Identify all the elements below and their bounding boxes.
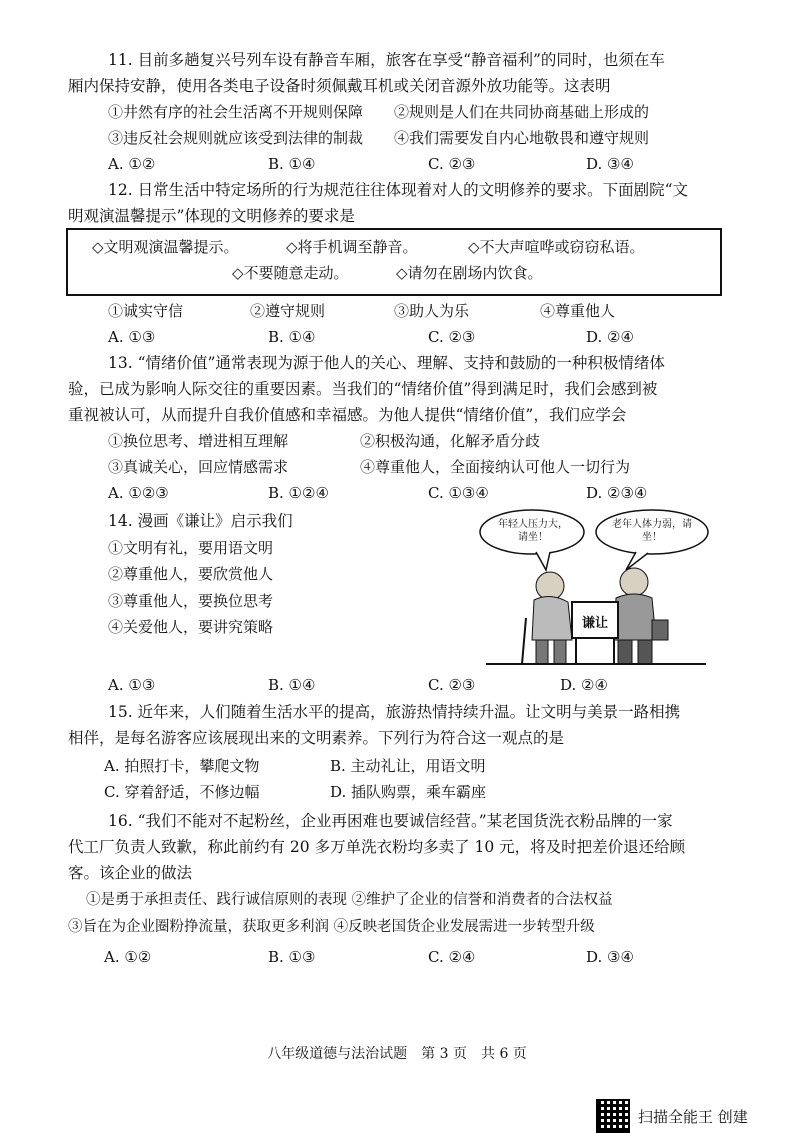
elder-speech-bubble: 老年人体力弱，请坐！ bbox=[612, 519, 692, 543]
q11-item-2: ②规则是人们在共同协商基础上形成的 bbox=[394, 103, 650, 121]
q13-option-b: B. ①②④ bbox=[268, 484, 329, 502]
q13-item-1: ①换位思考、增进相互理解 bbox=[108, 432, 289, 450]
q14-item-2: ②尊重他人，要欣赏他人 bbox=[108, 565, 274, 583]
notice-item-1: ◇文明观演温馨提示。 bbox=[92, 238, 239, 256]
q13-item-4: ④尊重他人，全面接纳认可他人一切行为 bbox=[360, 458, 631, 476]
q12-item-4: ④尊重他人 bbox=[540, 302, 616, 320]
q16-option-d: D. ③④ bbox=[586, 948, 634, 966]
scanner-watermark bbox=[596, 1099, 748, 1133]
modesty-cartoon bbox=[476, 508, 716, 668]
q13-option-c: C. ①③④ bbox=[428, 484, 489, 502]
q16-option-c: C. ②④ bbox=[428, 948, 476, 966]
q15-stem-line1: 15. 近年来，人们随着生活水平的提高，旅游热情持续升温。让文明与美景一路相携 bbox=[108, 703, 681, 721]
q15-option-c: C. 穿着舒适，不修边幅 bbox=[104, 783, 260, 801]
q12-option-b: B. ①④ bbox=[268, 328, 316, 346]
q11-option-b: B. ①④ bbox=[268, 155, 316, 173]
q12-option-c: C. ②③ bbox=[428, 328, 476, 346]
q12-stem-line1: 12. 日常生活中特定场所的行为规范往往体现着对人的文明修养的要求。下面剧院“文 bbox=[108, 181, 689, 199]
q12-option-d: D. ②④ bbox=[586, 328, 634, 346]
qr-code-icon bbox=[596, 1099, 630, 1133]
q16-option-a: A. ①② bbox=[104, 948, 152, 966]
q12-stem-line2: 明观演温馨提示”体现的文明修养的要求是 bbox=[68, 207, 355, 225]
page-footer: 八年级道德与法治试题 第 3 页 共 6 页 bbox=[267, 1046, 527, 1062]
q12-item-2: ②遵守规则 bbox=[250, 302, 326, 320]
q15-option-a: A. 拍照打卡，攀爬文物 bbox=[104, 757, 260, 775]
q13-option-a: A. ①②③ bbox=[108, 484, 169, 502]
seat-sign: 谦让 bbox=[581, 616, 608, 631]
q14-option-b: B. ①④ bbox=[268, 676, 316, 694]
q14-option-a: A. ①③ bbox=[108, 676, 156, 694]
q16-items-3-4: ③旨在为企业圈粉挣流量，获取更多利润 ④反映老国货企业发展需进一步转型升级 bbox=[68, 919, 595, 935]
q11-item-4: ④我们需要发自内心地敬畏和遵守规则 bbox=[394, 129, 650, 147]
q16-stem-line1: 16. “我们不能对不起粉丝，企业再困难也要诚信经营。”某老国货洗衣粉品牌的一家 bbox=[108, 812, 673, 830]
q11-option-d: D. ③④ bbox=[586, 155, 634, 173]
q12-item-3: ③助人为乐 bbox=[394, 302, 470, 320]
q15-option-b: B. 主动礼让，用语文明 bbox=[330, 757, 486, 775]
q14-item-3: ③尊重他人，要换位思考 bbox=[108, 592, 274, 610]
q12-item-1: ①诚实守信 bbox=[108, 302, 184, 320]
q14-item-1: ①文明有礼，要用语文明 bbox=[108, 539, 274, 557]
notice-item-3: ◇不大声喧哗或窃窃私语。 bbox=[468, 238, 645, 256]
q15-stem-line2: 相伴，是每名游客应该展现出来的文明素养。下列行为符合这一观点的是 bbox=[68, 729, 565, 747]
q14-option-d: D. ②④ bbox=[560, 676, 608, 694]
notice-item-5: ◇请勿在剧场内饮食。 bbox=[396, 264, 543, 282]
q14-item-4: ④关爱他人，要讲究策略 bbox=[108, 618, 274, 636]
scanner-label: 扫描全能王 创建 bbox=[638, 1107, 748, 1126]
q13-item-3: ③真诚关心，回应情感需求 bbox=[108, 458, 289, 476]
notice-item-4: ◇不要随意走动。 bbox=[232, 264, 349, 282]
q16-stem-line3: 客。该企业的做法 bbox=[68, 864, 193, 882]
q13-stem-line2: 验，已成为影响人际交往的重要因素。当我们的“情绪价值”得到满足时，我们会感到被 bbox=[68, 380, 658, 398]
q13-stem-line1: 13. “情绪价值”通常表现为源于他人的关心、理解、支持和鼓励的一种积极情绪体 bbox=[108, 354, 665, 372]
q13-item-2: ②积极沟通，化解矛盾分歧 bbox=[360, 432, 541, 450]
q11-option-c: C. ②③ bbox=[428, 155, 476, 173]
notice-item-2: ◇将手机调至静音。 bbox=[286, 238, 418, 256]
q14-stem: 14. 漫画《谦让》启示我们 bbox=[108, 512, 293, 530]
q14-option-c: C. ②③ bbox=[428, 676, 476, 694]
young-speech-bubble: 年轻人压力大，请坐！ bbox=[498, 519, 568, 543]
q13-option-d: D. ②③④ bbox=[586, 484, 648, 502]
q12-option-a: A. ①③ bbox=[108, 328, 156, 346]
q15-option-d: D. 插队购票，乘车霸座 bbox=[330, 783, 487, 801]
q11-item-3: ③违反社会规则就应该受到法律的制裁 bbox=[108, 129, 364, 147]
q11-option-a: A. ①② bbox=[108, 155, 156, 173]
q16-stem-line2: 代工厂负责人致歉，称此前约有 20 多万单洗衣粉均多卖了 10 元，将及时把差价退还给顾 bbox=[68, 838, 686, 856]
q11-item-1: ①井然有序的社会生活离不开规则保障 bbox=[108, 103, 364, 121]
q11-stem-line2: 厢内保持安静，使用各类电子设备时须佩戴耳机或关闭音源外放功能等。这表明 bbox=[68, 77, 611, 95]
q11-stem-line1: 11. 目前多趟复兴号列车设有静音车厢，旅客在享受“静音福利”的同时，也须在车 bbox=[108, 51, 665, 69]
q16-option-b: B. ①③ bbox=[268, 948, 316, 966]
q13-stem-line3: 重视被认可，从而提升自我价值感和幸福感。为他人提供“情绪价值”，我们应学会 bbox=[68, 406, 627, 424]
q16-items-1-2: ①是勇于承担责任、践行诚信原则的表现 ②维护了企业的信誉和消费者的合法权益 bbox=[86, 892, 613, 908]
